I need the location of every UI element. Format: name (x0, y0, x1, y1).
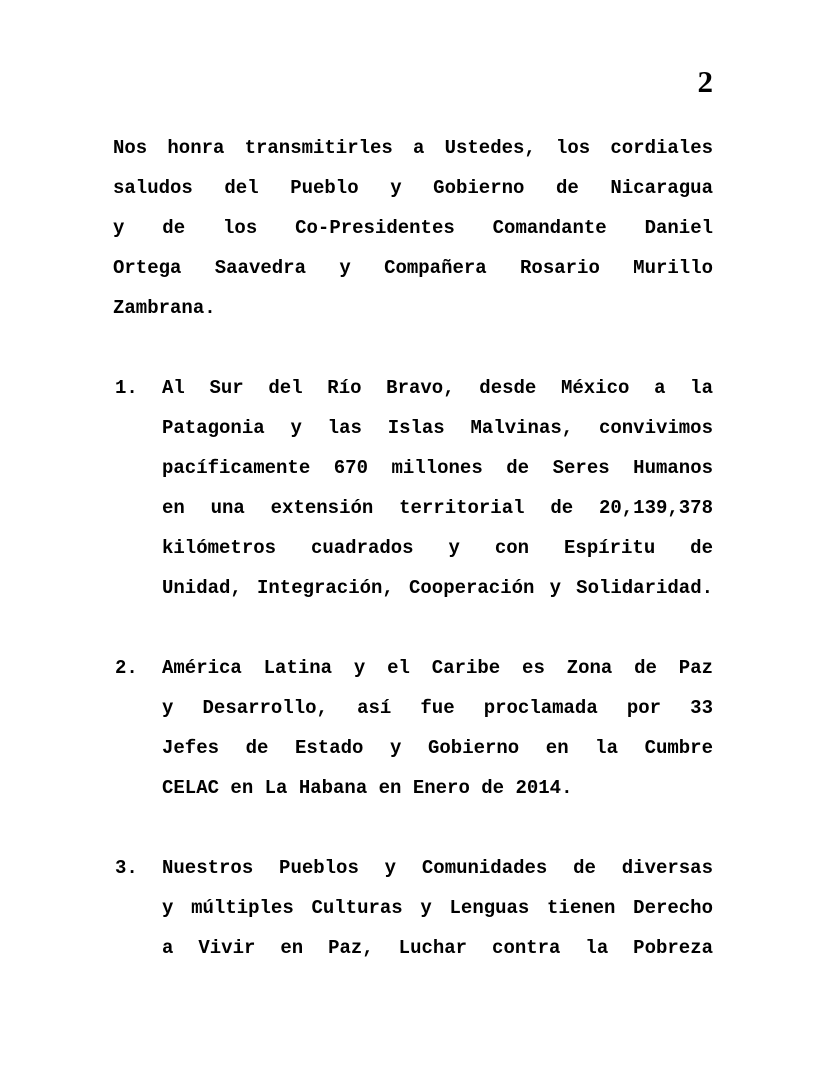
text-line: kilómetros cuadrados y con Espíritu de (162, 537, 713, 559)
text-line: Unidad, Integración, Cooperación y Solidaridad. (162, 577, 713, 599)
text-line: Patagonia y las Islas Malvinas, convivimos (162, 417, 713, 439)
text-line: América Latina y el Caribe es Zona de Paz (162, 657, 713, 679)
list-marker: 2. (115, 657, 138, 679)
text-line: pacíficamente 670 millones de Seres Humanos (162, 457, 713, 479)
text-line: Nuestros Pueblos y Comunidades de diversas (162, 857, 713, 879)
list-item (113, 848, 713, 968)
page-number: 2 (697, 64, 713, 99)
list-item (113, 648, 713, 808)
text-line: Nos honra transmitirles a Ustedes, los cordiales (113, 137, 713, 159)
text-line: y Desarrollo, así fue proclamada por 33 (162, 697, 713, 719)
paragraph (113, 128, 713, 328)
text-line: en una extensión territorial de 20,139,378 (162, 497, 713, 519)
text-line: Zambrana. (113, 297, 216, 319)
document-body (113, 128, 713, 968)
text-line: Ortega Saavedra y Compañera Rosario Murillo (113, 257, 713, 279)
text-line: saludos del Pueblo y Gobierno de Nicaragua (113, 177, 713, 199)
text-line: CELAC en La Habana en Enero de 2014. (162, 777, 573, 799)
text-line: a Vivir en Paz, Luchar contra la Pobreza (162, 937, 713, 959)
list-marker: 1. (115, 377, 138, 399)
list-marker: 3. (115, 857, 138, 879)
text-line: y múltiples Culturas y Lenguas tienen Derecho (162, 897, 713, 919)
text-line: y de los Co-Presidentes Comandante Daniel (113, 217, 713, 239)
text-line: Al Sur del Río Bravo, desde México a la (162, 377, 713, 399)
text-line: Jefes de Estado y Gobierno en la Cumbre (162, 737, 713, 759)
list-item (113, 368, 713, 608)
